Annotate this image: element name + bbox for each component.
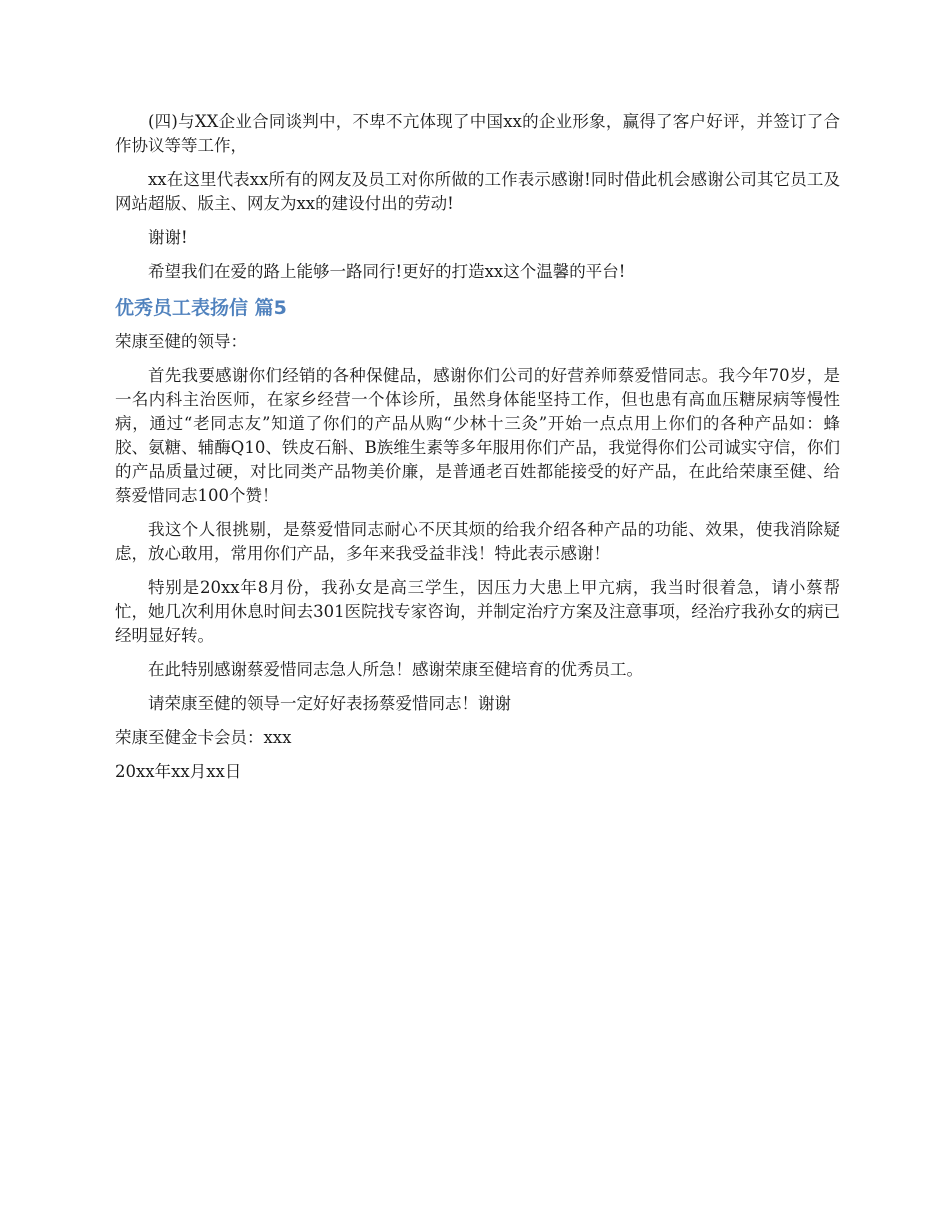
paragraph-granddaughter: 特别是20xx年8月份，我孙女是高三学生，因压力大患上甲亢病，我当时很着急，请小蔡帮忙，她几次利用休息时间去301医院找专家咨询，并制定治疗方案及注意事项，经治疗我孙女的病已经明显好转。 bbox=[115, 578, 840, 645]
signature: 荣康至健金卡会员：xxx bbox=[115, 728, 292, 747]
paragraph-negotiation: (四)与XX企业合同谈判中，不卑不亢体现了中国xx的企业形象，赢得了客户好评，并签订了合作协议等等工作， bbox=[115, 112, 840, 155]
paragraph-special-thanks: 在此特别感谢蔡爱惜同志急人所急！感谢荣康至健培育的优秀员工。 bbox=[148, 660, 643, 679]
document-page bbox=[115, 110, 840, 794]
section-heading: 优秀员工表扬信 篇5 bbox=[115, 297, 287, 319]
paragraph-thank-you: 谢谢! bbox=[148, 228, 188, 247]
paragraph-patience: 我这个人很挑剔，是蔡爱惜同志耐心不厌其烦的给我介绍各种产品的功能、效果，使我消除疑虑，放心敢用，常用你们产品，多年来我受益非浅！特此表示感谢！ bbox=[115, 520, 840, 563]
paragraph-hope: 希望我们在爱的路上能够一路同行!更好的打造xx这个温馨的平台! bbox=[148, 262, 626, 281]
date: 20xx年xx月xx日 bbox=[115, 762, 242, 781]
paragraph-request-praise: 请荣康至健的领导一定好好表扬蔡爱惜同志！谢谢 bbox=[148, 694, 511, 713]
paragraph-thanks-staff: xx在这里代表xx所有的网友及员工对你所做的工作表示感谢!同时借此机会感谢公司其它员工及网站超版、版主、网友为xx的建设付出的劳动! bbox=[115, 170, 840, 213]
salutation: 荣康至健的领导： bbox=[115, 332, 247, 351]
paragraph-products: 首先我要感谢你们经销的各种保健品，感谢你们公司的好营养师蔡爱惜同志。我今年70岁，是一名内科主治医师，在家乡经营一个体诊所，虽然身体能坚持工作，但也患有高血压糖尿病等慢性病，通过“老同志友”知道了你们的产品从购“少林十三灸”开始一点点用上你们的各种产品如：蜂胶、氨糖、辅酶Q10、铁皮石斛、B族维生素等多年服用你们产品，我觉得你们公司诚实守信，你们的产品质量过硬，对比同类产品物美价廉，是普通老百姓都能接受的好产品，在此给荣康至健、给蔡爱惜同志100个赞！ bbox=[115, 366, 840, 505]
